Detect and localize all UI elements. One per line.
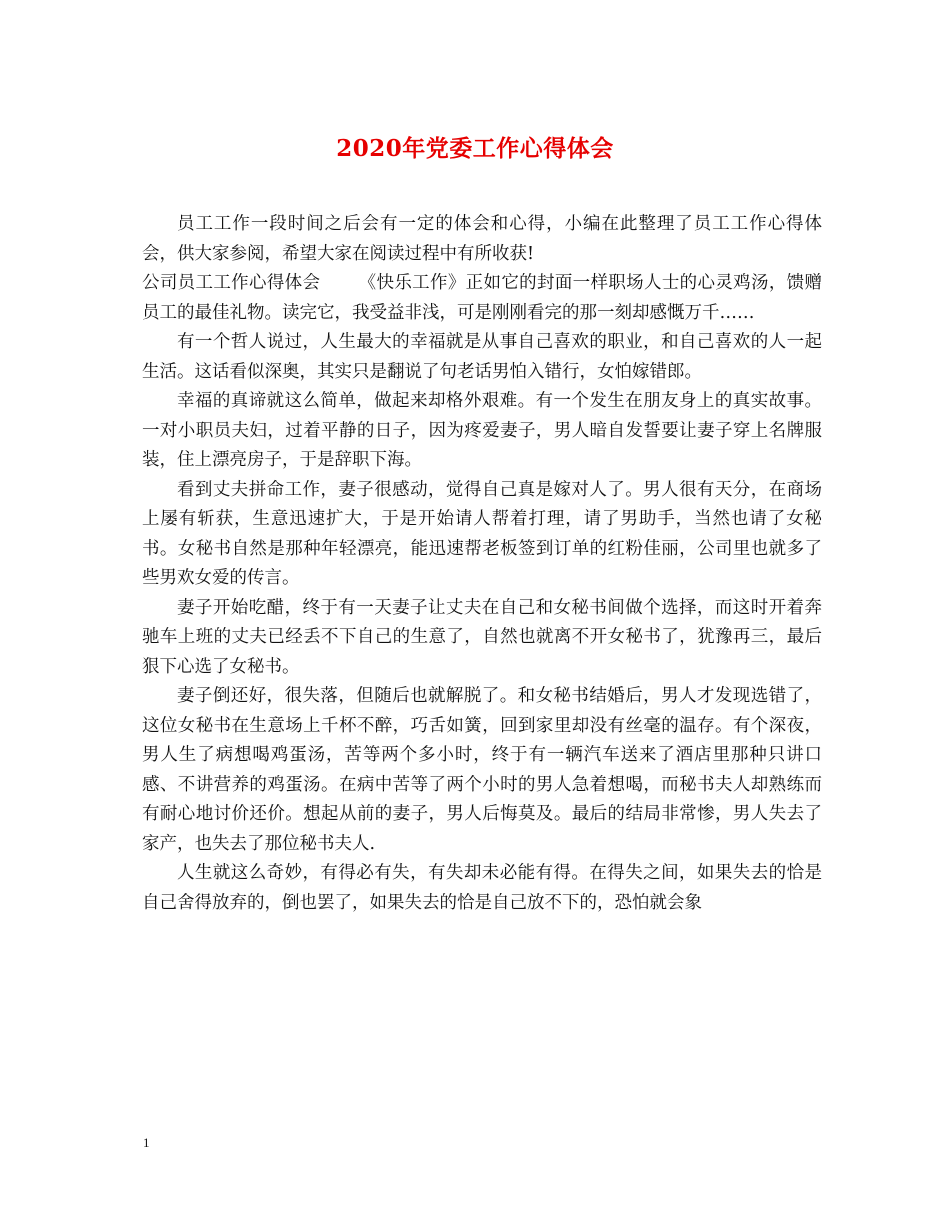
page-number: 1: [143, 1135, 150, 1150]
document-body: [142, 210, 822, 918]
body-paragraph-6: 人生就这么奇妙，有得必有失，有失却未必能有得。在得失之间，如果失去的恰是自己舍得放弃的，倒也罢了，如果失去的恰是自己放不下的，恐怕就会象: [142, 863, 822, 913]
section-lead: 《快乐工作》正如它的封面一样职场人士的心灵鸡汤，馈赠员工的最佳礼物。读完它，我受益非浅，可是刚刚看完的那一刻却感慨万千……: [142, 273, 823, 323]
section-heading: 公司员工工作心得体会: [142, 273, 321, 293]
document-title: 2020年党委工作心得体会: [336, 135, 614, 162]
body-paragraph-1: 有一个哲人说过，人生最大的幸福就是从事自己喜欢的职业，和自己喜欢的人一起生活。这话看似深奥，其实只是翻说了句老话男怕入错行，女怕嫁错郎。: [142, 332, 822, 382]
body-paragraph-4: 妻子开始吃醋，终于有一天妻子让丈夫在自己和女秘书间做个选择，而这时开着奔驰车上班的丈夫已经丢不下自己的生意了，自然也就离不开女秘书了，犹豫再三，最后狠下心选了女秘书。: [142, 597, 822, 677]
body-paragraph-5: 妻子倒还好，很失落，但随后也就解脱了。和女秘书结婚后，男人才发现选错了，这位女秘书在生意场上千杯不醉，巧舌如簧，回到家里却没有丝毫的温存。有个深夜，男人生了病想喝鸡蛋汤，苦等两个多小时，终于有一辆汽车送来了酒店里那种只讲口感、不讲营养的鸡蛋汤。在病中苦等了两个小时的男人急着想喝，而秘书夫人却熟练而有耐心地讨价还价。想起从前的妻子，男人后悔莫及。最后的结局非常惨，男人失去了家产，也失去了那位秘书夫人.: [142, 686, 822, 854]
intro-paragraph: 员工工作一段时间之后会有一定的体会和心得，小编在此整理了员工工作心得体会，供大家参阅，希望大家在阅读过程中有所收获!: [142, 214, 822, 264]
body-paragraph-2: 幸福的真谛就这么简单，做起来却格外艰难。有一个发生在朋友身上的真实故事。一对小职员夫妇，过着平静的日子，因为疼爱妻子，男人暗自发誓要让妻子穿上名牌服装，住上漂亮房子，于是辞职下海。: [142, 391, 822, 470]
section-heading-line: [142, 269, 822, 328]
body-paragraph-3: 看到丈夫拼命工作，妻子很感动，觉得自己真是嫁对人了。男人很有天分，在商场上屡有斩获，生意迅速扩大，于是开始请人帮着打理，请了男助手，当然也请了女秘书。女秘书自然是那种年轻漂亮，能迅速帮老板签到订单的红粉佳丽，公司里也就多了些男欢女爱的传言。: [142, 479, 822, 588]
